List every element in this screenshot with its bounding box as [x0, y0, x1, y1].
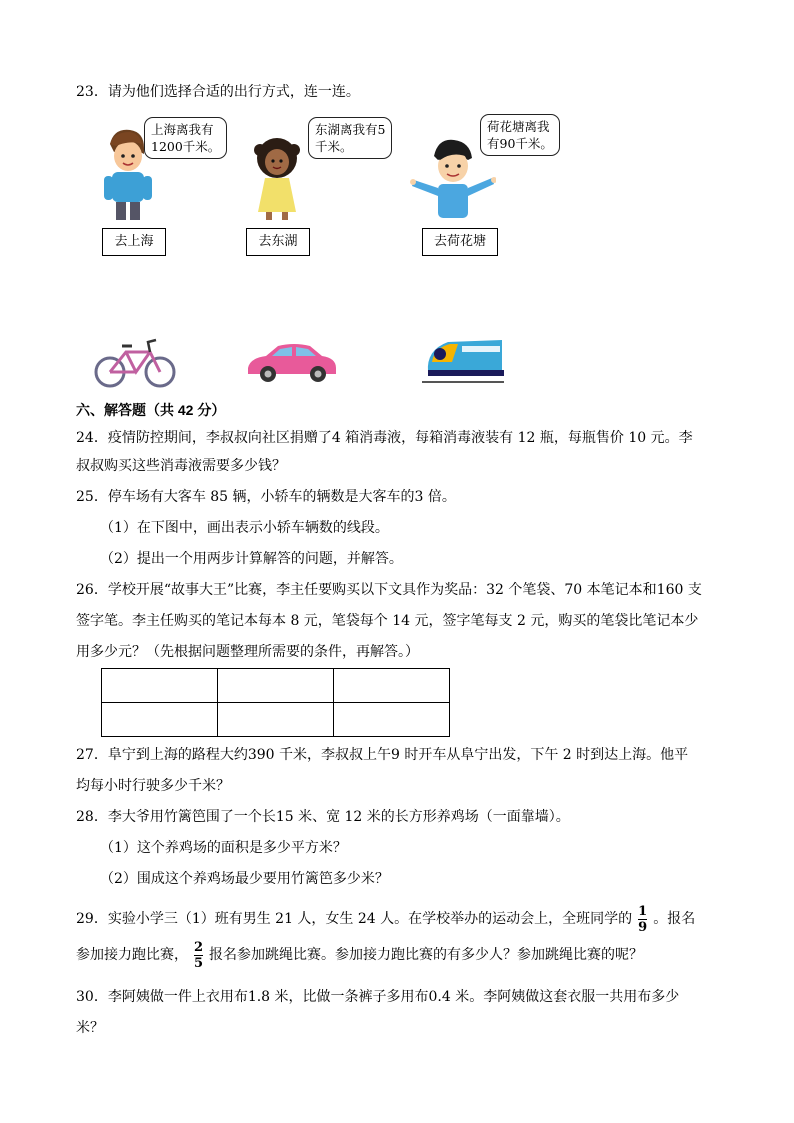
destination-shanghai[interactable]: 去上海	[102, 228, 166, 256]
q25-part1: （1）在下图中，画出表示小轿车辆数的线段。	[100, 520, 389, 536]
table-cell[interactable]	[334, 669, 450, 703]
destination-donghu[interactable]: 去东湖	[246, 228, 310, 256]
fraction-two-fifths: $\frac{2}{5}$	[194, 939, 204, 971]
table-cell[interactable]	[218, 669, 334, 703]
q25-line1: 25．停车场有大客车 85 辆，小轿车的辆数是大客车的3 倍。	[76, 489, 456, 505]
q28-part1: （1）这个养鸡场的面积是多少平方米？	[100, 840, 347, 856]
q24-line1: 24．疫情防控期间，李叔叔向社区捐赠了4 箱消毒液，每箱消毒液装有 12 瓶，每瓶售价 10 元。李	[76, 430, 693, 446]
q25-part2: （2）提出一个用两步计算解答的问题，并解答。	[100, 551, 403, 567]
q26-line2: 签字笔。李主任购买的笔记本每本 8 元，笔袋每个 14 元，签字笔每支 2 元，购买的笔袋比笔记本少	[76, 613, 699, 629]
q29-line1	[76, 904, 695, 934]
q28-part2: （2）围成这个养鸡场最少要用竹篱笆多少米？	[100, 871, 389, 887]
speech-bubble-shanghai: 上海离我有 1200千米。	[144, 117, 227, 159]
table-cell[interactable]	[218, 703, 334, 737]
table-cell[interactable]	[102, 669, 218, 703]
q29-text-b: 。报名	[653, 911, 696, 927]
q26-answer-table	[101, 668, 450, 737]
speech-bubble-hehuatang: 荷花塘离我 有90千米。	[480, 114, 560, 156]
q29-text-d: 报名参加跳绳比赛。参加接力跑比赛的有多少人？参加跳绳比赛的呢？	[209, 947, 644, 963]
q26-line1: 26．学校开展“故事大王”比赛，李主任要购买以下文具作为奖品：32 个笔袋、70 本笔记本和160 支	[76, 582, 702, 598]
q24-line2: 叔叔购买这些消毒液需要多少钱？	[76, 458, 286, 474]
table-cell[interactable]	[334, 703, 450, 737]
q29-line2	[76, 940, 643, 970]
bicycle-icon[interactable]	[92, 334, 178, 390]
destination-hehuatang[interactable]: 去荷花塘	[422, 228, 498, 256]
table-cell[interactable]	[102, 703, 218, 737]
q29-text-c: 参加接力跑比赛，	[76, 947, 188, 963]
q30-line2: 米？	[76, 1020, 104, 1036]
q26-line3: 用多少元？（先根据问题整理所需要的条件，再解答。）	[76, 644, 419, 660]
speech-bubble-donghu: 东湖离我有5 千米。	[308, 117, 392, 159]
q28-line1: 28．李大爷用竹篱笆围了一个长15 米、宽 12 米的长方形养鸡场（一面靠墙）。	[76, 809, 570, 825]
q27-line1: 27．阜宁到上海的路程大约390 千米，李叔叔上午9 时开车从阜宁出发，下午 2 时到达上海。他平	[76, 747, 689, 763]
train-icon[interactable]	[418, 332, 506, 388]
girl-figure-icon	[252, 136, 302, 220]
q27-line2: 均每小时行驶多少千米？	[76, 778, 230, 794]
section-six-heading: 六、解答题（共 42 分）	[76, 402, 226, 418]
fraction-one-ninth: $\frac{1}{9}$	[638, 903, 648, 935]
q29-text-a: 29．实验小学三（1）班有男生 21 人，女生 24 人。在学校举办的运动会上，全班同学的	[76, 911, 633, 927]
q30-line1: 30．李阿姨做一件上衣用布1.8 米，比做一条裤子多用布0.4 米。李阿姨做这套衣服一共用布多少	[76, 989, 680, 1005]
q23-title: 23．请为他们选择合适的出行方式，连一连。	[76, 84, 360, 100]
car-icon[interactable]	[244, 338, 340, 386]
